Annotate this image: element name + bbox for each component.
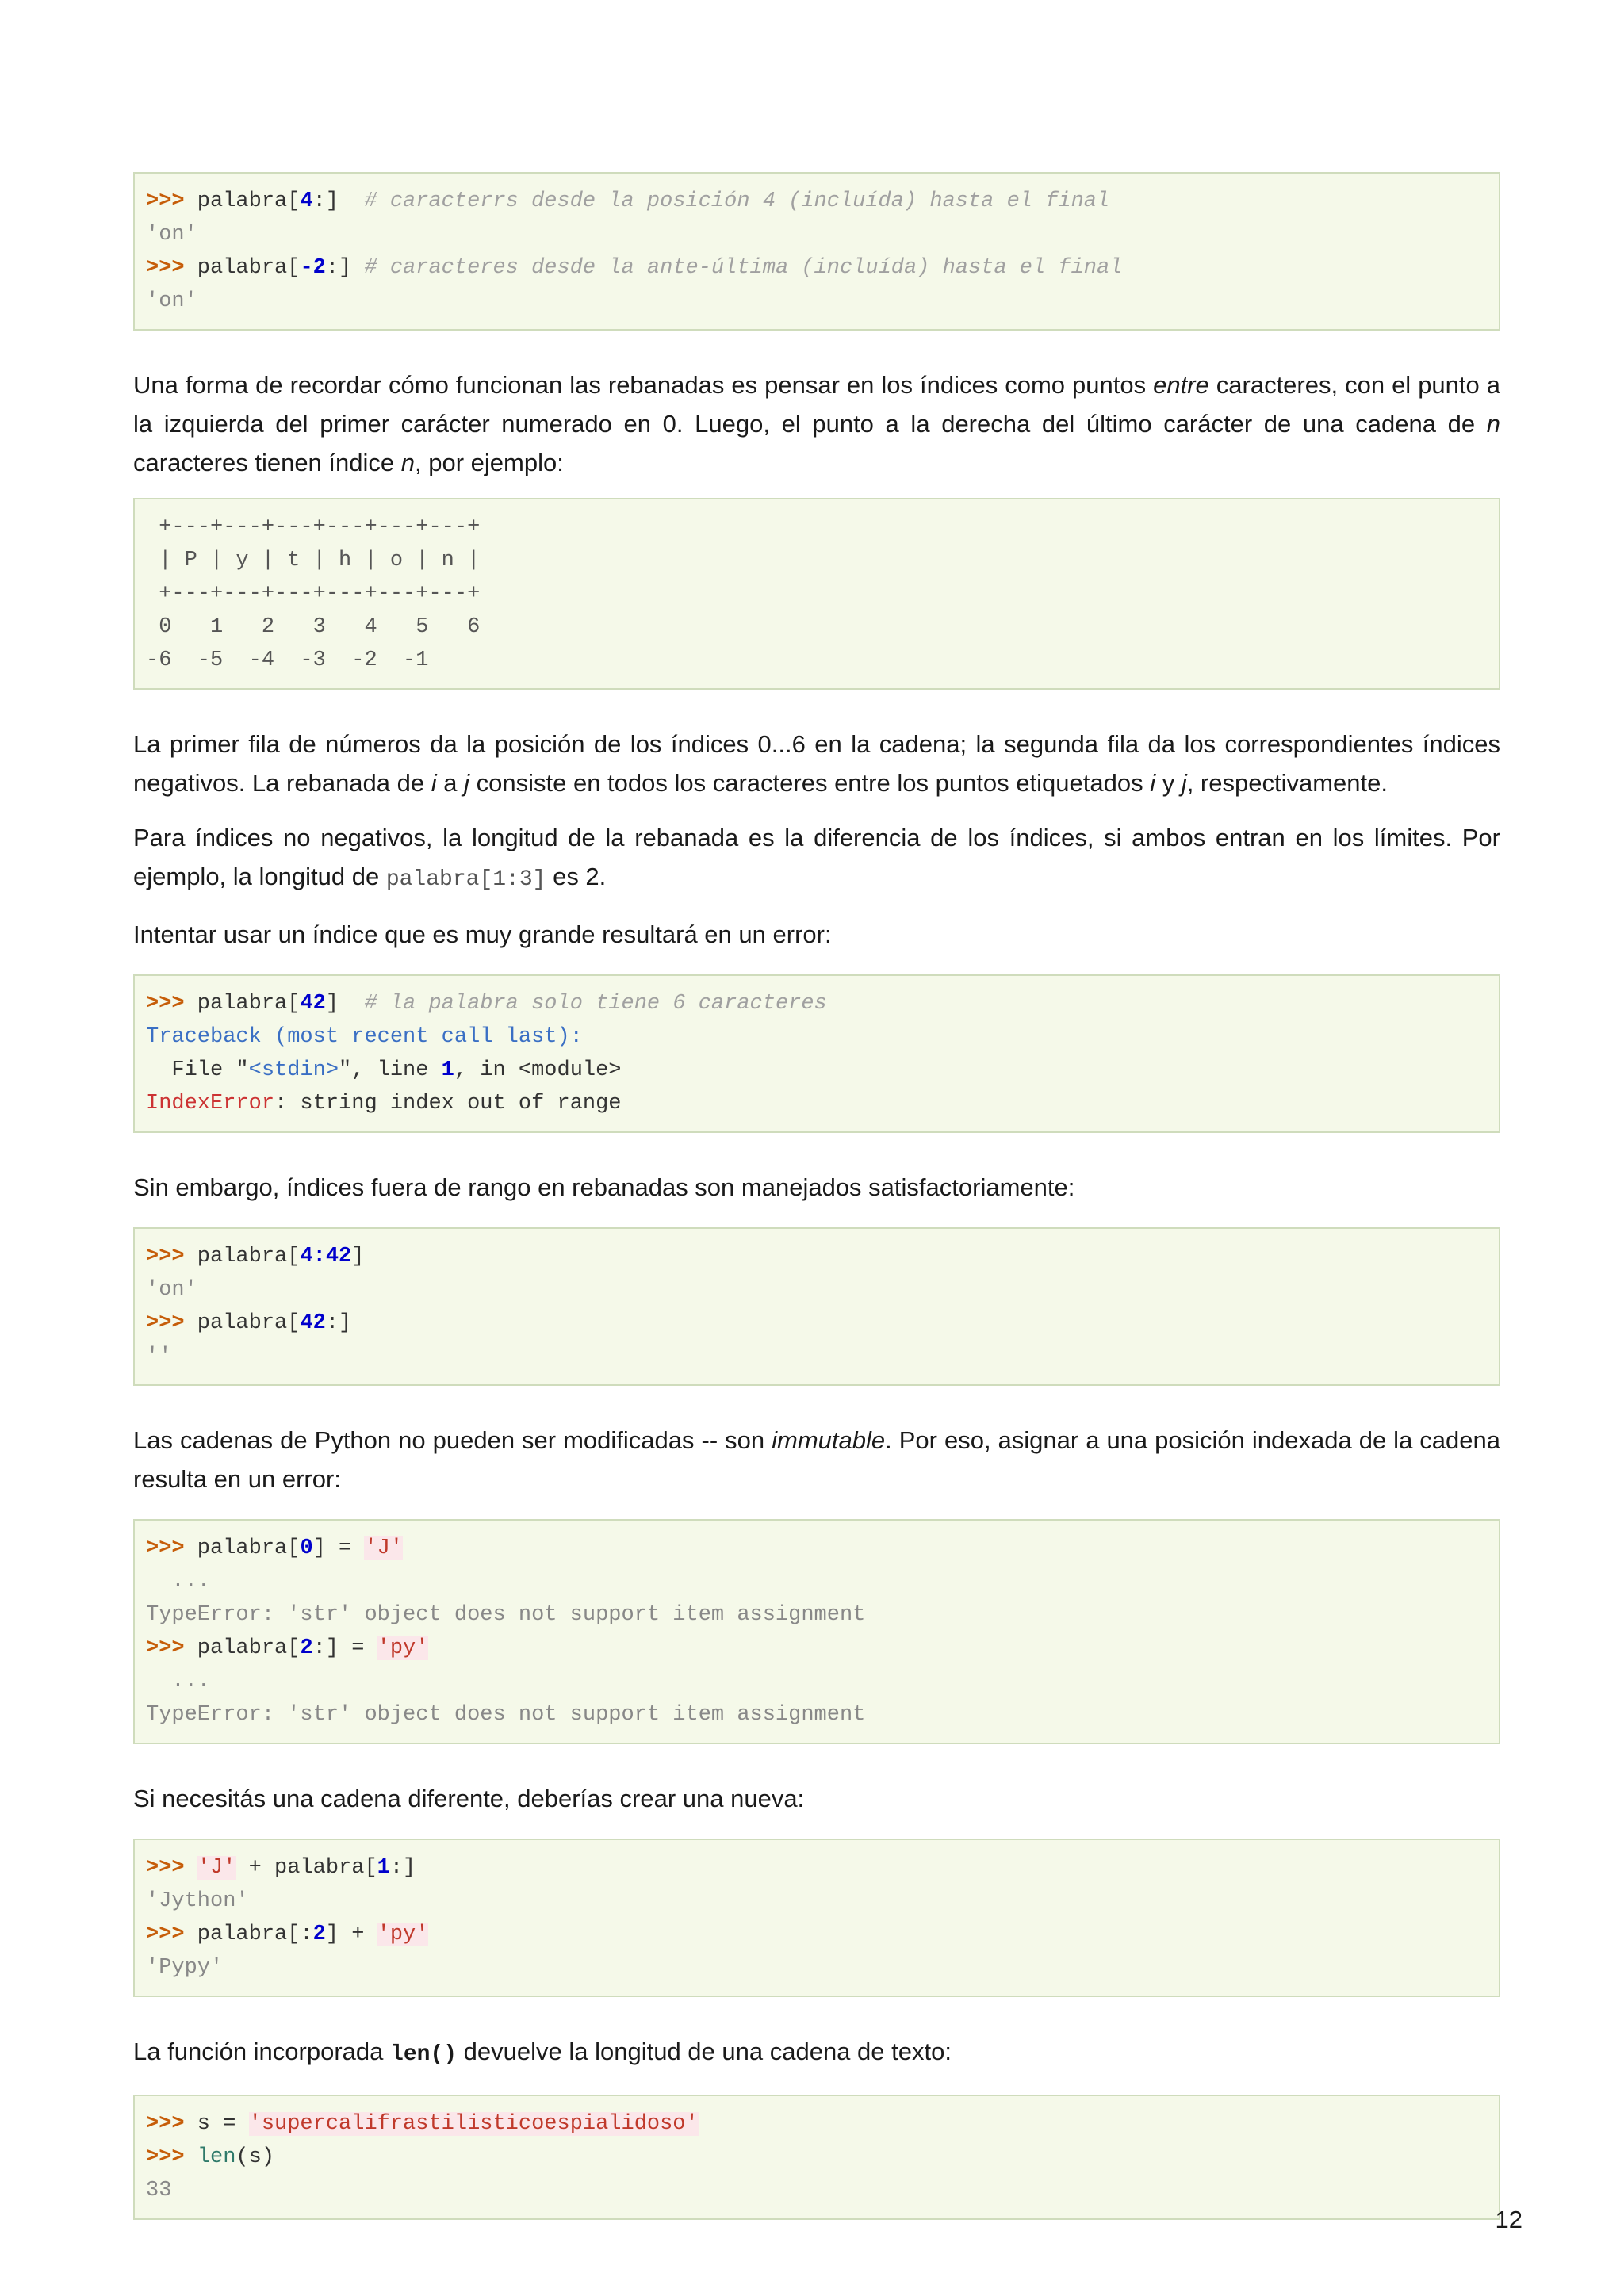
prompt: >>>	[146, 1311, 185, 1335]
code-block-out-of-range: >>> palabra[4:42] 'on' >>> palabra[42:] ''	[133, 1227, 1500, 1386]
code-block-new-string: >>> 'J' + palabra[1:] 'Jython' >>> palabra[:2] + 'py' 'Pypy'	[133, 1839, 1500, 1997]
code-block-immutable: >>> palabra[0] = 'J' ... TypeError: 'str' object does not support item assignment >>> palabra[2:] = 'py' ... TypeError: 'str' object does not support item assignment	[133, 1519, 1500, 1744]
string-literal: 'J'	[364, 1536, 404, 1560]
paragraph-len: La función incorporada len() devuelve la longitud de una cadena de texto:	[133, 2038, 952, 2067]
code-block-index-error: >>> palabra[42] # la palabra solo tiene 6 caracteres Traceback (most recent call last): File "<stdin>", line 1, in <module> IndexError: string index out of range	[133, 974, 1500, 1133]
prompt: >>>	[146, 2112, 185, 2136]
prompt: >>>	[146, 256, 185, 280]
code-output: 'on'	[146, 289, 197, 313]
prompt: >>>	[146, 189, 185, 213]
type-error-line: TypeError: 'str' object does not support item assignment	[146, 1603, 866, 1627]
prompt: >>>	[146, 992, 185, 1016]
paragraph-out-of-range: Sin embargo, índices fuera de rango en rebanadas son manejados satisfactoriamente:	[133, 1173, 1075, 1201]
traceback-line: Traceback (most recent call last):	[146, 1025, 583, 1049]
paragraph-immutable: Las cadenas de Python no pueden ser modificadas -- son immutable. Por eso, asignar a una posición indexada de la cadena resulta en un error:	[133, 1426, 1501, 1493]
error-name: IndexError	[146, 1092, 275, 1115]
prompt: >>>	[146, 2145, 185, 2169]
string-literal: 'py'	[377, 1923, 429, 1946]
code-comment: # caracteres desde la ante-última (incluída) hasta el final	[364, 256, 1123, 280]
inline-code: palabra[1:3]	[385, 867, 546, 892]
code-block-index-diagram: +---+---+---+---+---+---+ | P | y | t | h | o | n | +---+---+---+---+---+---+ 0 1 2 3 4 5 6 -6 -5 -4 -3 -2 -1	[133, 498, 1500, 690]
code-output: 'on'	[146, 1278, 197, 1302]
inline-code: len()	[390, 2042, 458, 2067]
code-comment: # caracterrs desde la posición 4 (incluída) hasta el final	[364, 189, 1110, 213]
paragraph-slice-explanation: Una forma de recordar cómo funcionan las rebanadas es pensar en los índices como puntos entre caracteres, con el punto a la izquierda del primer carácter numerado en 0. Luego, el punto a la derecha del último carácter de una cadena de n caracteres tienen índice n, por ejemplo:	[133, 371, 1501, 476]
string-literal: 'py'	[377, 1636, 429, 1660]
code-comment: # la palabra solo tiene 6 caracteres	[364, 992, 827, 1016]
string-literal: 'J'	[197, 1856, 236, 1880]
builtin-function: len	[197, 2145, 236, 2169]
document-page	[133, 172, 1500, 2255]
code-block-slicing: >>> palabra[4:] # caracterrs desde la posición 4 (incluída) hasta el final 'on' >>> palabra[-2:] # caracteres desde la ante-última (incluída) hasta el final 'on'	[133, 172, 1500, 331]
type-error-line: TypeError: 'str' object does not support item assignment	[146, 1703, 866, 1727]
code-output: ''	[146, 1345, 172, 1368]
prompt: >>>	[146, 1536, 185, 1560]
code-output: 'on'	[146, 223, 197, 247]
paragraph-slice-length: Para índices no negativos, la longitud de la rebanada es la diferencia de los índices, si ambos entran en los límites. Por ejemplo, la longitud de palabra[1:3] es 2.	[133, 824, 1500, 892]
page-number: 12	[1495, 2206, 1522, 2233]
code-block-len: >>> s = 'supercalifrastilisticoespialidoso' >>> len(s) 33	[133, 2095, 1500, 2220]
prompt: >>>	[146, 1245, 185, 1269]
code-output: 'Jython'	[146, 1889, 249, 1913]
prompt: >>>	[146, 1856, 185, 1880]
paragraph-index-error: Intentar usar un índice que es muy grande resultará en un error:	[133, 920, 832, 948]
string-literal: 'supercalifrastilisticoespialidoso'	[248, 2112, 699, 2136]
code-output: 33	[146, 2179, 172, 2202]
prompt: >>>	[146, 1923, 185, 1946]
code-output: 'Pypy'	[146, 1956, 224, 1980]
prompt: >>>	[146, 1636, 185, 1660]
paragraph-index-rows: La primer fila de números da la posición de los índices 0...6 en la cadena; la segunda fila da los correspondientes índices negativos. La rebanada de i a j consiste en todos los caracteres entre los puntos etiquetados i y j, respectivamente.	[133, 730, 1500, 797]
paragraph-new-string: Si necesitás una cadena diferente, deberías crear una nueva:	[133, 1785, 805, 1812]
